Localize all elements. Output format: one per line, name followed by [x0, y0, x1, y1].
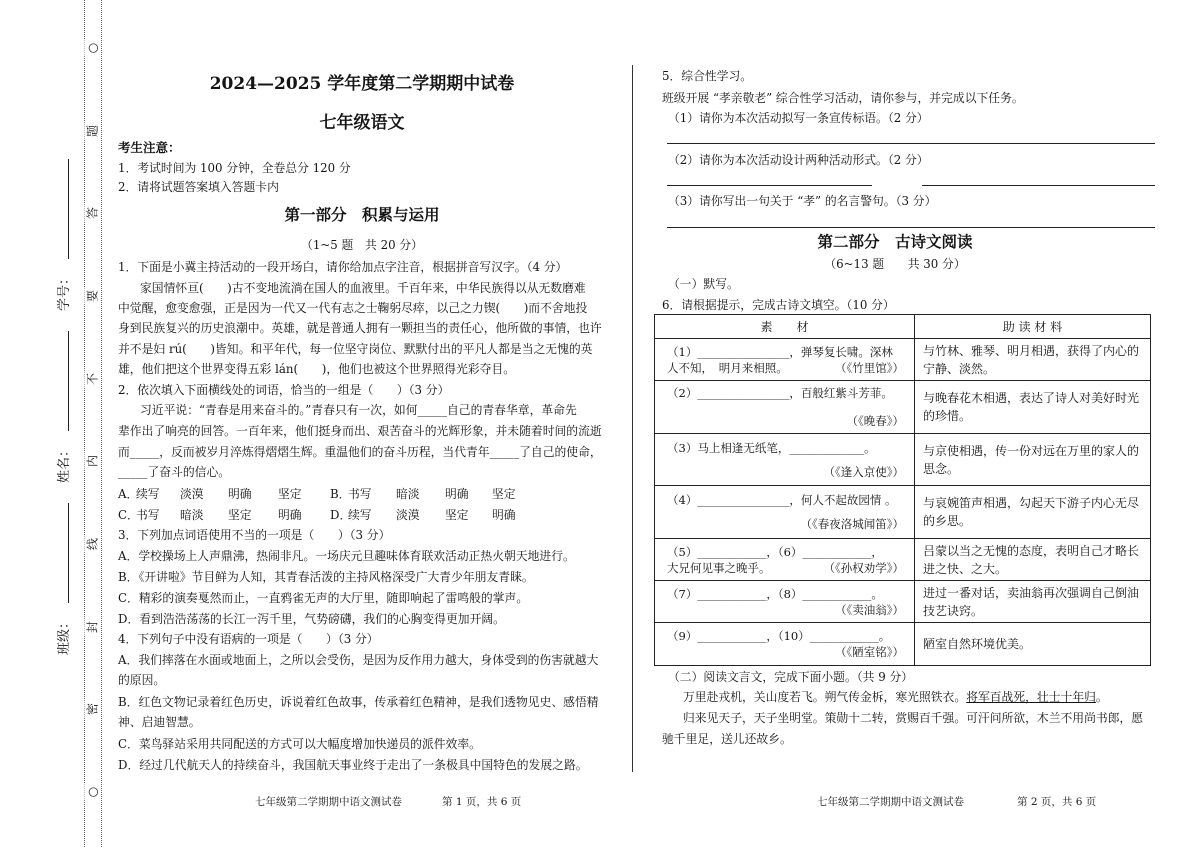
footer-page-number: 第 2 页，共 6 页	[1017, 796, 1097, 808]
seal-line-marks	[84, 40, 101, 800]
table-row	[655, 434, 1151, 486]
q5-task: （2）请你为本次活动设计两种活动形式。（2 分）	[668, 153, 929, 167]
material-cell	[655, 339, 915, 381]
binding-dotted-line-inner	[101, 0, 102, 847]
note-cell: 进过一番对话，卖油翁再次强调自己倒油技艺诀窍。	[915, 581, 1151, 623]
passage-text: 。	[1095, 690, 1108, 704]
classical-passage-line	[683, 689, 1108, 705]
material-line: 人不知， 明月来相照。	[667, 360, 788, 375]
q3-option-d: D．看到浩浩荡荡的长江一泻千里，气势磅礴，我们的心胸变得更加开阔。	[118, 612, 505, 626]
material-line: （5）____________，（6）____________，	[667, 544, 883, 559]
q4-stem: 4．下列句子中没有语病的一项是（ ）（3 分）	[118, 632, 379, 646]
material-line: 大兄何见事之晚乎。	[667, 560, 771, 575]
table-header-row	[655, 315, 1151, 339]
material-source: （《春夜洛城闻笛》）	[800, 517, 904, 531]
q2-option-d	[330, 507, 540, 523]
option-label: A．	[118, 487, 139, 501]
footer-exam-name: 七年级第二学期期中语文测试卷	[817, 796, 964, 808]
option-label: D．	[330, 508, 352, 522]
table-row	[655, 339, 1151, 381]
seal-char: 要	[85, 287, 101, 304]
q3-option-c: C．精彩的演奏戛然而止，一直鸦雀无声的大厅里，随即响起了雷鸣般的掌声。	[118, 591, 529, 605]
q1-stem: 1．下面是小冀主持活动的一段开场白，请你给加点字注音，根据拼音写汉字。（4 分）	[118, 260, 568, 274]
q2-passage-line: 而_____，反而被岁月淬炼得熠熠生辉。重温他们的奋斗历程，当代青年_____了自己的使命，	[118, 445, 602, 459]
option-label: B．	[330, 487, 351, 501]
material-source: （《陋室铭》）	[835, 645, 904, 659]
q6-stem: 6．请根据提示，完成古诗文填空。（10 分）	[662, 298, 895, 312]
note-cell: 与竹林、雅琴、明月相遇，获得了内心的宁静、淡然。	[915, 339, 1151, 381]
q1-passage-line: 并不是妇 rú( )皆知。和平年代，每一位坚守岗位、默默付出的平凡人都是当之无愧的英	[118, 342, 593, 356]
seal-char: 题	[85, 122, 101, 139]
material-line: （2）________________，百般红紫斗芳菲。	[667, 386, 893, 400]
q2-passage-line: 习近平说：“青春是用来奋斗的。”青春只有一次，如何_____自己的青春华章，革命先	[140, 403, 577, 417]
material-line: （3）马上相逢无纸笔，_____________。	[667, 440, 876, 455]
q2-option-c	[118, 507, 328, 523]
exam-subject: 七年级语文	[319, 113, 405, 133]
material-cell	[655, 623, 915, 666]
answer-line	[667, 143, 1155, 144]
material-cell	[655, 434, 915, 486]
material-cell	[655, 581, 915, 623]
table-header-material: 素 材	[655, 315, 915, 339]
option-word: 淡漠	[180, 487, 204, 501]
table-header-notes: 助 读 材 料	[915, 315, 1151, 339]
notice-item: 1．考试时间为 100 分钟，全卷总分 120 分	[118, 161, 351, 175]
class-label: 班级：	[56, 615, 72, 655]
q3-option-b: B．《开讲啦》节目鲜为人知，其青春活泼的主持风格深受广大青少年朋友青睐。	[118, 570, 534, 584]
q2-option-a	[118, 486, 328, 502]
q2-passage-line: 辈作出了响亮的回答。一百年来，他们挺身而出、艰苦奋斗的光辉形象，并未随着时间的流逝	[118, 424, 602, 438]
material-source: （《孙权劝学》）	[823, 560, 904, 575]
note-cell: 吕蒙以当之无愧的态度，表明自己才略长进之快、之大。	[915, 539, 1151, 581]
material-cell	[655, 381, 915, 434]
q1-passage-line: 身到民族复兴的历史浪潮中。英雄，就是普通人拥有一颗担当的责任心，他所做的事情，也许	[118, 321, 602, 335]
class-blank	[56, 503, 69, 603]
material-line: （1）________________，弹琴复长啸。深林	[667, 344, 893, 359]
q5-stem: 5．综合性学习。	[662, 69, 753, 83]
notice-item: 2．请将试题答案填入答题卡内	[118, 180, 279, 194]
table-row	[655, 539, 1151, 581]
seal-char: 内	[85, 453, 101, 470]
q4-option-line: 的原因。	[118, 673, 166, 687]
q5-task: （1）请你为本次活动拟写一条宣传标语。（2 分）	[668, 111, 929, 125]
option-word: 书写	[348, 487, 372, 501]
note-cell: 与京使相遇，传一份对远在万里的家人的思念。	[915, 434, 1151, 486]
option-word: 淡漠	[396, 508, 420, 522]
answer-line	[667, 185, 872, 186]
name-label: 姓名：	[56, 443, 72, 483]
classical-passage-line: 归来见天子，天子坐明堂。策勋十二转，赏赐百千强。可汗问所欲，木兰不用尚书郎，愿	[683, 711, 1144, 725]
q3-option-a: A．学校操场上人声鼎沸，热闹非凡。一场庆元旦趣味体育联欢活动正热火朝天地进行。	[118, 549, 575, 563]
note-cell: 与哀婉笛声相遇，勾起天下游子内心无尽的乡思。	[915, 486, 1151, 539]
q3-stem: 3．下列加点词语使用不当的一项是（ ）（3 分）	[118, 528, 391, 542]
note-cell: 陋室自然环境优美。	[915, 623, 1151, 666]
student-id-blank	[56, 159, 69, 259]
material-source: （《卖油翁》）	[835, 602, 904, 617]
material-cell	[655, 486, 915, 539]
passage-text: 万里赴戎机，关山度若飞。朔气传金柝，寒光照铁衣。	[683, 690, 967, 704]
note-cell: 与晚春花木相遇，表达了诗人对美好时光的珍惜。	[915, 381, 1151, 434]
seal-char: 密	[85, 701, 101, 718]
q4-option-line: B．红色文物记录着红色历史，诉说着红色故事，传承着红色精神，是我们透物见史、感悟精	[118, 695, 599, 709]
q1-passage-line: 中觉醒，愈变愈强，正是因为一代又一代有志之士鞠躬尽瘁，以己之力锲( )而不舍地投	[118, 301, 588, 315]
part2-title: 第二部分 古诗文阅读	[817, 232, 973, 251]
passage-underlined-text: 将军百战死，壮士十年归	[966, 690, 1096, 704]
answer-line	[667, 227, 1155, 228]
option-word: 坚定	[445, 508, 469, 522]
option-word: 坚定	[278, 487, 302, 501]
seal-char: 封	[85, 618, 101, 635]
table-row	[655, 581, 1151, 623]
material-source: （《晚春》）	[846, 414, 904, 428]
q2-option-b	[330, 486, 540, 502]
q4-option-line: C．菜鸟驿站采用共同配送的方式可以大幅度增加快递员的派件效率。	[118, 737, 481, 751]
material-line: （7）____________，（8）____________。	[667, 586, 883, 601]
q1-passage-line: 家国情怀亘( )古不变地流淌在国人的血液里。千百年来，中华民族得以从无数磨难	[140, 281, 586, 295]
q5-intro: 班级开展 “孝亲敬老” 综合性学习活动，请你参与，并完成以下任务。	[662, 91, 1024, 105]
table-row	[655, 623, 1151, 666]
section2-heading: （二）阅读文言文，完成下面小题。（共 9 分）	[668, 670, 914, 684]
material-line: （4）________________，何人不起故园情 。	[667, 493, 897, 507]
table-row	[655, 381, 1151, 434]
option-word: 坚定	[228, 508, 252, 522]
option-word: 明确	[445, 487, 469, 501]
part2-range: （6~13 题 共 30 分）	[824, 257, 966, 271]
option-word: 书写	[136, 508, 160, 522]
q5-task: （3）请你写出一句关于 “孝” 的名言警句。（3 分）	[668, 194, 937, 208]
option-word: 暗淡	[396, 487, 420, 501]
option-word: 明确	[228, 487, 252, 501]
q4-option-line: A．我们摔落在水面或地面上，之所以会受伤，是因为反作用力越大，身体受到的伤害就越大	[118, 653, 599, 667]
material-source: （《逢入京使》）	[823, 464, 904, 479]
q4-option-line: D．经过几代航天人的持续奋斗，我国航天事业终于走出了一条极具中国特色的发展之路。	[118, 758, 588, 772]
seal-circle: ○	[85, 783, 101, 800]
part1-title: 第一部分 积累与运用	[284, 205, 440, 224]
notice-heading: 考生注意：	[118, 140, 181, 155]
option-word: 坚定	[492, 487, 516, 501]
seal-circle: ○	[85, 40, 101, 57]
classical-passage-line: 驰千里足，送儿还故乡。	[662, 732, 792, 746]
student-id-label: 学号：	[56, 271, 72, 311]
option-word: 明确	[492, 508, 516, 522]
student-info-fields	[52, 109, 72, 679]
seal-char: 不	[85, 370, 101, 387]
q2-passage-line: _____了奋斗的信心。	[118, 465, 231, 479]
option-word: 暗淡	[180, 508, 204, 522]
name-blank	[56, 331, 69, 431]
material-source: （《竹里馆》）	[835, 360, 904, 375]
footer-page-number: 第 1 页，共 6 页	[442, 796, 522, 808]
answer-line	[922, 185, 1155, 186]
option-word: 续写	[348, 508, 372, 522]
section1-heading: （一）默写。	[668, 277, 739, 291]
footer-exam-name: 七年级第二学期期中语文测试卷	[255, 796, 402, 808]
poetry-fill-table	[654, 314, 1151, 666]
option-word: 明确	[278, 508, 302, 522]
option-label: C．	[118, 508, 139, 522]
exam-title: 2024—2025 学年度第二学期期中试卷	[209, 74, 515, 94]
q1-passage-line: 雄，他们把这个世界变得五彩 lán( )，他们也被这个世界照得光彩夺目。	[118, 362, 516, 376]
material-cell	[655, 539, 915, 581]
page-divider	[632, 65, 633, 772]
q4-option-line: 神、启迪智慧。	[118, 715, 201, 729]
option-word: 续写	[136, 487, 160, 501]
material-line: （9）____________，（10）____________。	[667, 629, 891, 643]
q2-stem: 2．依次填入下面横线处的词语，恰当的一组是（ ）（3 分）	[118, 383, 450, 397]
table-row	[655, 486, 1151, 539]
seal-char: 线	[85, 535, 101, 552]
seal-char: 答	[85, 205, 101, 222]
part1-range: （1~5 题 共 20 分）	[301, 238, 423, 252]
